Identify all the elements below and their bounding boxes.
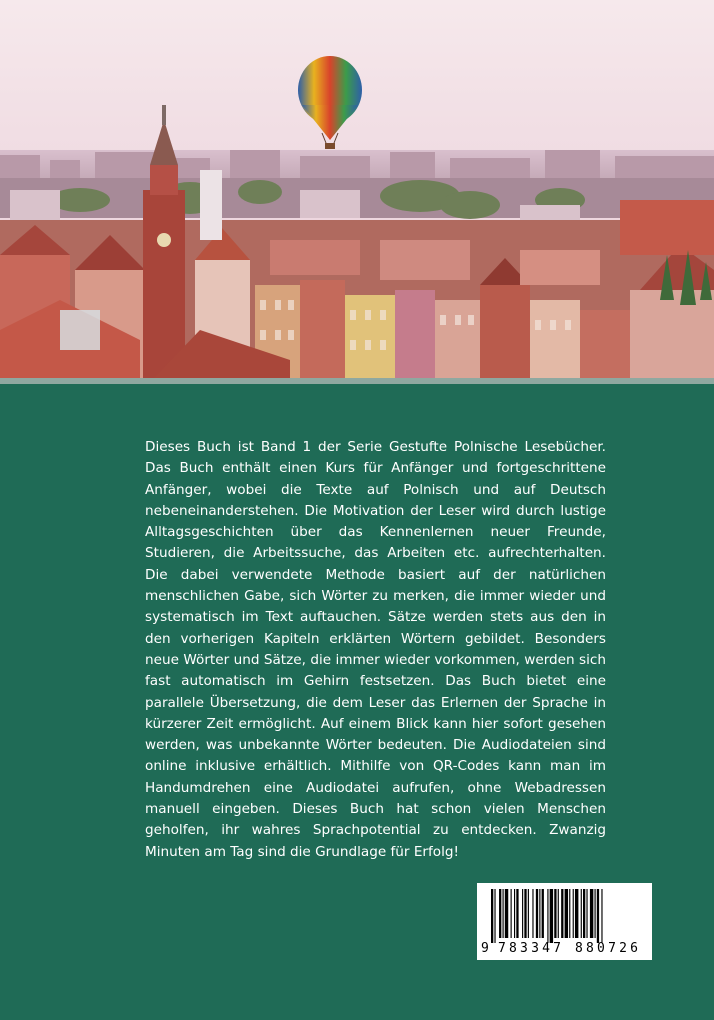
barcode-bar — [583, 889, 585, 938]
barcode-bar — [491, 889, 493, 943]
barcode-bar — [524, 889, 526, 938]
isbn-lead-digit: 9 — [481, 941, 489, 956]
barcode-bar — [499, 889, 501, 938]
isbn-group-2: 880726 — [575, 941, 642, 956]
isbn-number — [477, 941, 652, 959]
barcode-bar — [542, 889, 544, 938]
barcode-bar — [550, 889, 553, 943]
barcode-bar — [514, 889, 515, 938]
isbn-barcode — [477, 883, 652, 960]
barcode-bar — [558, 889, 559, 938]
barcode-bar — [539, 889, 540, 938]
isbn-group-1: 783347 — [498, 941, 565, 956]
barcode-bar — [536, 889, 538, 938]
barcode-bar — [569, 889, 570, 938]
barcode-bar — [561, 889, 563, 938]
barcode-bar — [590, 889, 593, 938]
barcode-bar — [597, 889, 599, 943]
barcode-bar — [573, 889, 574, 938]
barcode-bar — [516, 889, 518, 938]
barcode-bar — [547, 889, 548, 943]
barcode-bar — [581, 889, 582, 938]
barcode-bar — [601, 889, 602, 943]
barcode-bar — [595, 889, 596, 938]
barcode-bar — [586, 889, 587, 938]
barcode-bar — [565, 889, 568, 938]
barcode-bar — [575, 889, 578, 938]
barcode-bar — [522, 889, 523, 938]
barcode-bar — [511, 889, 512, 938]
barcode-bar — [503, 889, 504, 938]
photo-divider — [0, 378, 714, 384]
barcode-bar — [505, 889, 508, 938]
barcode-bar — [554, 889, 556, 938]
book-blurb: Dieses Buch ist Band 1 der Serie Gestufte Polnische Lesebücher. Das Buch enthält einen Kurs für Anfänger und fortgeschrittene Anfänger, wobei die Texte auf Polnisch und auf Deutsch nebeneinanderstehen. Die Motivation der Leser wird durch lustige Alltagsgeschichten über das Kennenlernen neuer Freunde, Studieren, die Arbeitssuche, das Arbeiten etc. aufrechterhalten. Die dabei verwendete Methode basiert auf der natürlichen menschlichen Gabe, sich Wörter zu merken, die immer wieder und systematisch im Text auftauchen. Sätze werden stets aus den in den vorherigen Kapiteln erklärten Wörtern gebildet. Besonders neue Wörter und Sätze, die immer wieder vorkommen, werden sich fast automatisch im Gehirn festsetzen. Das Buch bietet eine parallele Übersetzung, die dem Leser das Erlernen der Sprache in kürzerer Zeit ermöglicht. Auf einem Blick kann hier sofort gesehen werden, was unbekannte Wörter bedeuten. Die Audiodateien sind online inklusive erhältlich. Mithilfe von QR-Codes kann man im Handumdrehen eine Audiodatei aufrufen, ohne Webadressen manuell eingeben. Dieses Buch hat schon vielen Menschen geholfen, ihr wahres Sprachpotential zu entdecken. Zwanzig Minuten am Tag sind die Grundlage für Erfolg! — [145, 439, 606, 860]
barcode-bar — [494, 889, 495, 943]
barcode-bar — [532, 889, 533, 938]
cover-photo — [0, 0, 714, 382]
barcode-bar — [528, 889, 529, 938]
